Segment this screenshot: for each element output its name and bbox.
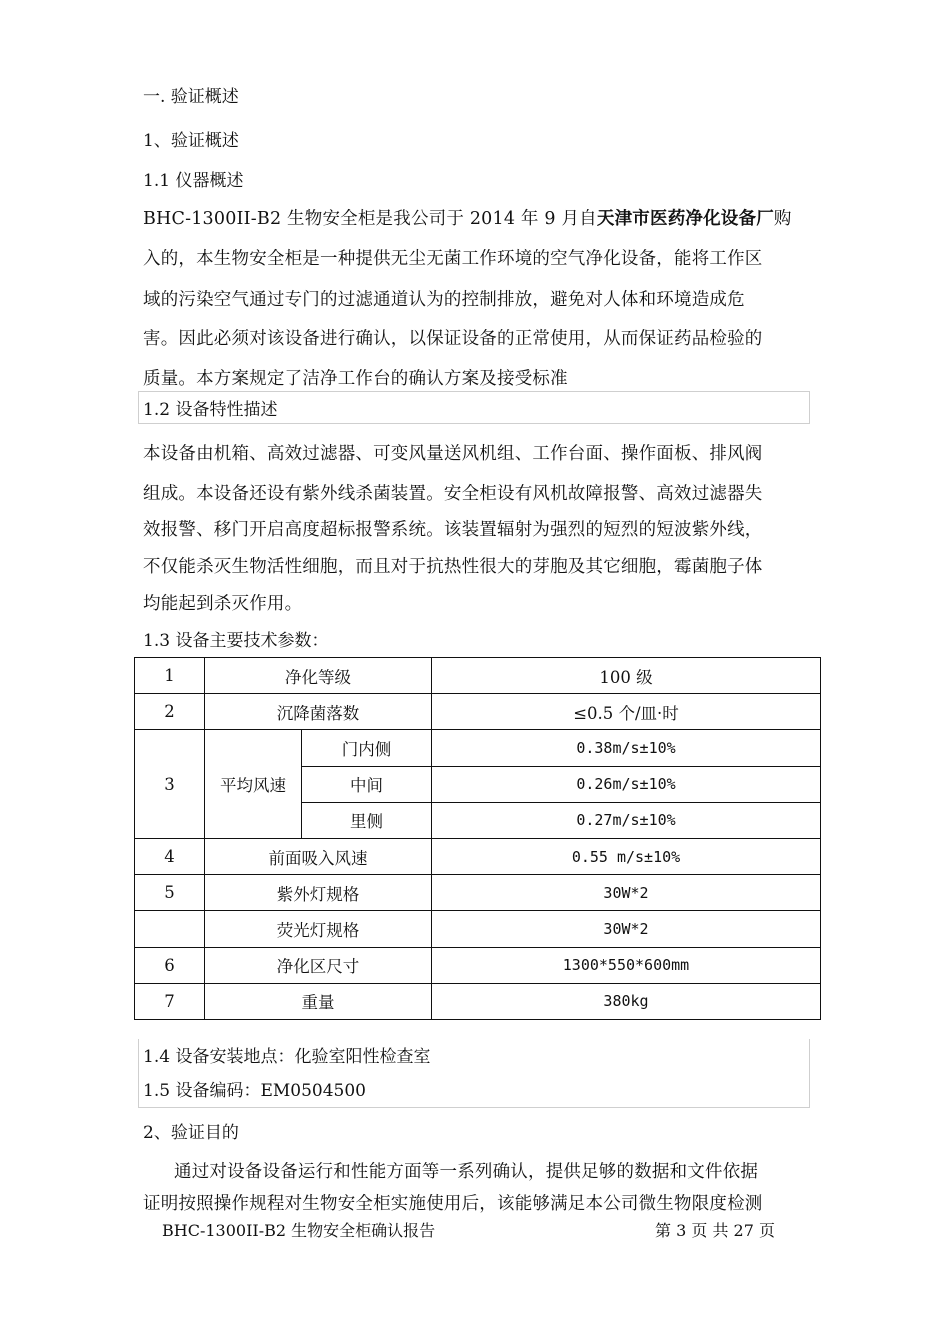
param-name: 沉降菌落数 [205, 694, 432, 730]
paragraph-line: 害。因此必须对该设备进行确认，以保证设备的正常使用，从而保证药品检验的 [143, 329, 763, 349]
spec-table [134, 657, 821, 1020]
paragraph-line: 入的，本生物安全柜是一种提供无尘无菌工作环境的空气净化设备，能将工作区 [143, 249, 763, 269]
param-name: 重量 [205, 983, 432, 1019]
paragraph-line: 不仅能杀灭生物活性细胞，而且对于抗热性很大的芽胞及其它细胞，霉菌胞子体 [143, 557, 763, 577]
table-row [135, 911, 821, 947]
section-heading-1-1-1: 1.1 仪器概述 [143, 171, 244, 191]
sub-param-name: 里侧 [302, 802, 432, 838]
manufacturer-name: 天津市医药净化设备厂 [596, 209, 774, 229]
paragraph-line: 均能起到杀灭作用。 [143, 594, 303, 614]
paragraph-line [143, 205, 792, 230]
param-value: 1300*550*600mm [432, 947, 821, 983]
paragraph-line: 本设备由机箱、高效过滤器、可变风量送风机组、工作台面、操作面板、排风阀 [143, 444, 763, 464]
row-number: 5 [135, 875, 205, 911]
param-value: 100 级 [432, 658, 821, 694]
row-number: 6 [135, 947, 205, 983]
param-name: 紫外灯规格 [205, 875, 432, 911]
sub-param-name: 中间 [302, 766, 432, 802]
paragraph-line: 质量。本方案规定了洁净工作台的确认方案及接受标准 [143, 369, 568, 389]
install-location: 1.4 设备安装地点：化验室阳性检查室 [143, 1047, 431, 1067]
param-value: 0.26m/s±10% [432, 766, 821, 802]
param-value: 0.38m/s±10% [432, 730, 821, 766]
param-name: 净化区尺寸 [205, 947, 432, 983]
footer-page-number: 第 3 页 共 27 页 [655, 1221, 775, 1240]
footer-document-title: BHC-1300II-B2 生物安全柜确认报告 [162, 1221, 436, 1240]
row-number [135, 911, 205, 947]
row-number: 2 [135, 694, 205, 730]
table-row [135, 983, 821, 1019]
table-row [135, 730, 821, 766]
row-number: 3 [135, 730, 205, 839]
paragraph-line: 通过对设备设备运行和性能方面等一系列确认，提供足够的数据和文件依据 [174, 1162, 759, 1182]
paragraph-line: 证明按照操作规程对生物安全柜实施使用后，该能够满足本公司微生物限度检测 [143, 1194, 763, 1214]
text-span: BHC-1300II-B2 生物安全柜是我公司于 2014 年 9 月自 [143, 209, 597, 229]
equipment-code: 1.5 设备编码：EM0504500 [143, 1081, 366, 1101]
table-row [135, 875, 821, 911]
param-value: 30W*2 [432, 875, 821, 911]
row-number: 4 [135, 838, 205, 874]
section-heading-1-2: 1.2 设备特性描述 [143, 400, 278, 420]
param-value: ≤0.5 个/皿·时 [432, 694, 821, 730]
section-heading-1-3: 1.3 设备主要技术参数： [143, 631, 329, 651]
row-number: 7 [135, 983, 205, 1019]
section-heading-1-1: 1、验证概述 [143, 131, 239, 151]
param-name: 荧光灯规格 [205, 911, 432, 947]
param-value: 0.27m/s±10% [432, 802, 821, 838]
param-name: 前面吸入风速 [205, 838, 432, 874]
param-value: 380kg [432, 983, 821, 1019]
table-row [135, 838, 821, 874]
text-span: 购 [773, 209, 792, 229]
paragraph-line: 域的污染空气通过专门的过滤通道认为的控制排放，避免对人体和环境造成危 [143, 290, 745, 310]
sub-param-name: 门内侧 [302, 730, 432, 766]
table-row [135, 658, 821, 694]
paragraph-line: 组成。本设备还设有紫外线杀菌装置。安全柜设有风机故障报警、高效过滤器失 [143, 484, 763, 504]
section-heading-1: 一. 验证概述 [143, 87, 239, 107]
paragraph-line: 效报警、移门开启高度超标报警系统。该装置辐射为强烈的短烈的短波紫外线， [143, 520, 763, 540]
param-value: 30W*2 [432, 911, 821, 947]
table-row [135, 947, 821, 983]
row-number: 1 [135, 658, 205, 694]
param-name: 净化等级 [205, 658, 432, 694]
table-row [135, 694, 821, 730]
param-name: 平均风速 [205, 730, 302, 839]
section-heading-2: 2、验证目的 [143, 1123, 239, 1143]
param-value: 0.55 m/s±10% [432, 838, 821, 874]
